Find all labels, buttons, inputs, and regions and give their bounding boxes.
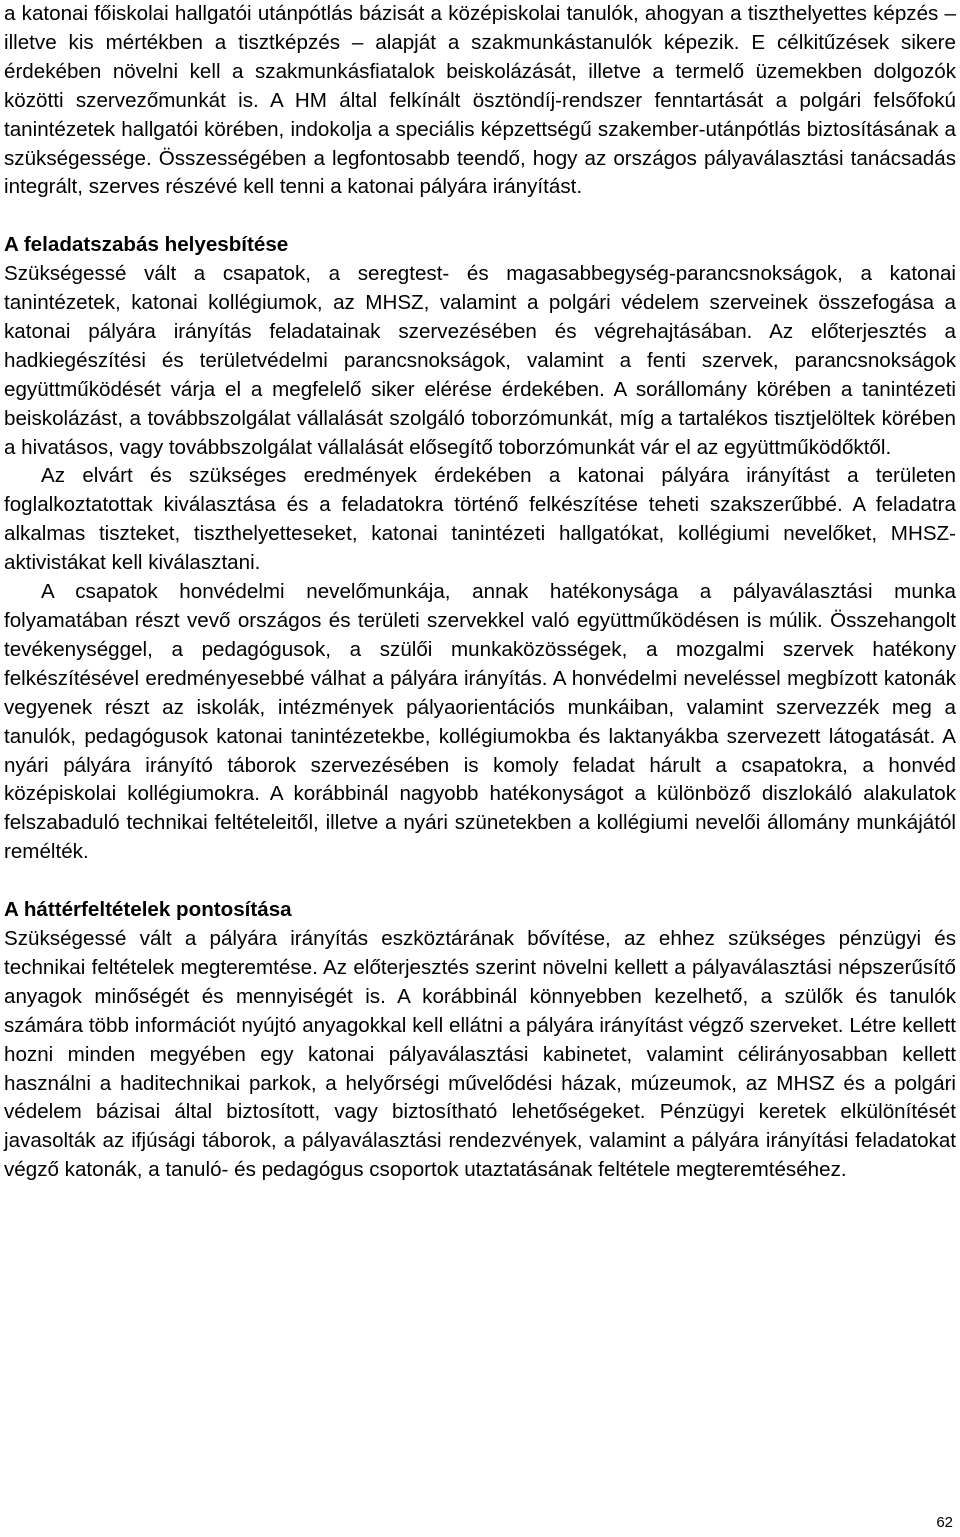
intro-paragraph: a katonai főiskolai hallgatói utánpótlás bázisát a középiskolai tanulók, ahogyan a tiszthelyettes képzés – illetve kis mértékben a tisztképzés – alapját a szakmunkástanulók képezik. E célkitűzések sikere érdekében növelni kell a szakmunkásfiatalok beiskolázását, illetve a termelő üzemekben dolgozók közötti szervezőmunkát is. A HM által felkínált ösztöndíj-rendszer fenntartását a polgári felsőfokú tanintézetek hallgatói körében, indokolja a speciális képzettségű szakember-utánpótlás biztosításának a szükségessége. Összességében a legfontosabb teendő, hogy az országos pályaválasztási tanácsadás integrált, szerves részévé kell tenni a katonai pályára irányítást. xyxy=(4,2,956,199)
section1-paragraph-3: A csapatok honvédelmi nevelőmunkája, annak hatékonysága a pályaválasztási munka folyamatában részt vevő országos és területi szervekkel való együttműködésen is múlik. Összehangolt tevékenységgel, a pedagógusok, a szülői munkaközösségek, a mozgalmi szervek hatékony felkészítésével eredményesebbé válhat a pályára irányítás. A honvédelmi neveléssel megbízott katonák vegyenek részt az iskolák, intézmények pályaorientációs munkáiban, valamint szervezzék meg a tanulók, pedagógusok katonai tanintézetekbe, kollégiumokba és laktanyákba szervezett látogatását. A nyári pályára irányító táborok szervezésében is komoly feladat hárult a csapatokra, a honvéd középiskolai kollégiumokra. A korábbinál nagyobb hatékonyságot a különböző diszlokáló alakulatok felszabaduló technikai feltételeitől, illetve a nyári szünetekben a kollégiumi nevelői állomány munkájától remélték. xyxy=(4,580,956,864)
section-spacer xyxy=(4,867,956,896)
document-page xyxy=(4,0,956,1185)
section-heading-hatterfeltetelek: A háttérfeltételek pontosítása xyxy=(4,898,292,922)
page-number: 62 xyxy=(936,1514,953,1531)
section1-paragraph-2: Az elvárt és szükséges eredmények érdekében a katonai pályára irányítást a területen foglalkoztatottak kiválasztása és a feladatokra történő felkészítése teheti szakszerűbbé. A feladatra alkalmas tiszteket, tiszthelyetteseket, katonai tanintézeti hallgatókat, kollégiumi nevelőket, MHSZ-aktivistákat kell kiválasztani. xyxy=(4,464,956,575)
section-spacer xyxy=(4,202,956,231)
section-heading-feladatszabas: A feladatszabás helyesbítése xyxy=(4,233,289,257)
section1-paragraph-1: Szükségessé vált a csapatok, a seregtest- és magasabbegység-parancsnokságok, a katonai tanintézetek, katonai kollégiumok, az MHSZ, valamint a polgári védelem szerveinek összefogása a katonai pályára irányítás feladatainak szervezésében és végrehajtásában. Az előterjesztés a hadkiegészítési és területvédelmi parancsnokságok, valamint a fenti szervek, parancsnokságok együttműködését várja el a megfelelő siker elérése érdekében. A sorállomány körében a tanintézeti beiskolázást, a továbbszolgálat vállalását szolgáló toborzómunkát, míg a tartalékos tisztjelöltek körében a hivatásos, vagy továbbszolgálat vállalását elősegítő toborzómunkát vár el az együttműködőktől. xyxy=(4,262,956,459)
section2-paragraph-1: Szükségessé vált a pályára irányítás eszköztárának bővítése, az ehhez szükséges pénzügyi és technikai feltételek megteremtése. Az előterjesztés szerint növelni kellett a pályaválasztási népszerűsítő anyagok minőségét és mennyiségét is. A korábbinál könnyebben kezelhető, a szülők és tanulók számára több információt nyújtó anyagokkal kell ellátni a pályára irányítást végző szerveket. Létre kellett hozni minden megyében egy katonai pályaválasztási kabinetet, valamint célirányosabban kellett használni a haditechnikai parkok, a helyőrségi művelődési házak, múzeumok, az MHSZ és a polgári védelem bázisai által biztosított, vagy biztosítható lehetőségeket. Pénzügyi keretek elkülönítését javasolták az ifjúsági táborok, a pályaválasztási rendezvények, valamint a pályára irányítási feladatokat végző katonák, a tanuló- és pedagógus csoportok utaztatásának feltétele megteremtéséhez. xyxy=(4,926,956,1182)
